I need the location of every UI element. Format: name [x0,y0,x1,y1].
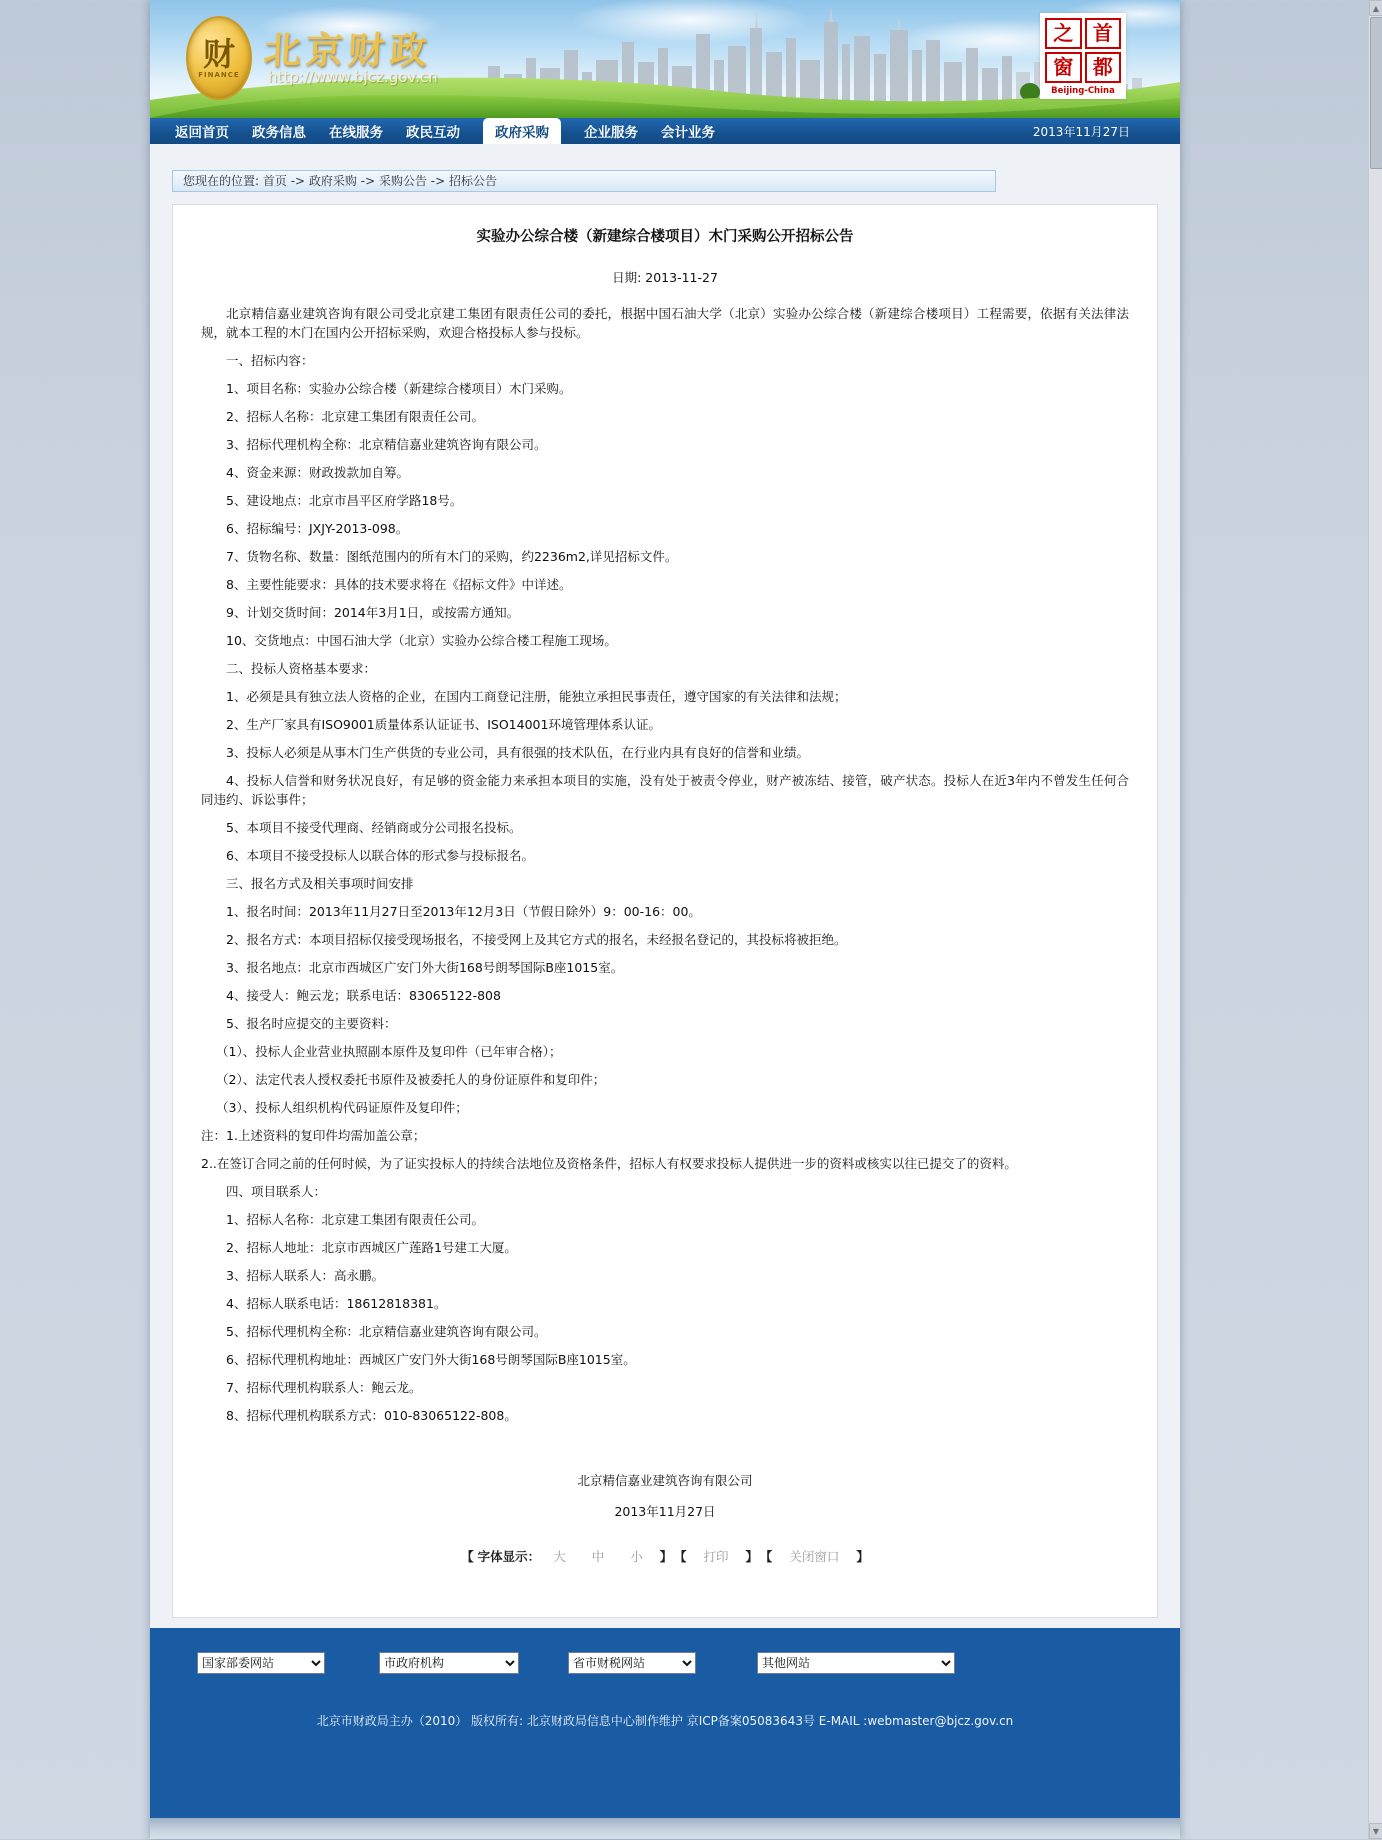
article-paragraph: 8、招标代理机构联系方式：010-83065122-808。 [226,1408,517,1423]
article-paragraph: 3、报名地点：北京市西城区广安门外大街168号朗琴国际B座1015室。 [226,960,624,975]
page-column [150,0,1180,1839]
site-url: http://www.bjcz.gov.cn [268,68,438,86]
article-paragraph: 2、报名方式：本项目招标仅接受现场报名，不接受网上及其它方式的报名，未经报名登记的，其投标将被拒绝。 [226,932,847,947]
close-window-button[interactable]: 关闭窗口 [789,1549,840,1564]
stamp-caption: Beijing-China [1051,86,1115,96]
article-paragraph: 5、建设地点：北京市昌平区府学路18号。 [226,493,463,508]
article-paragraph: 3、招标人联系人：高永鹏。 [226,1268,384,1283]
article-paragraph: 4、接受人：鲍云龙；联系电话：83065122-808 [226,988,501,1003]
article-paragraph: 6、招标代理机构地址：西城区广安门外大街168号朗琴国际B座1015室。 [226,1352,636,1367]
breadcrumb-separator: -> [286,174,309,188]
article-paragraph: 4、投标人信誉和财务状况良好，有足够的资金能力来承担本项目的实施，没有处于被责令停业，财产被冻结、接管，破产状态。投标人在近3年内不曾发生任何合同违约、诉讼事件； [201,773,1129,807]
stamp-character-1: 之 [1045,18,1082,49]
announcement-article [172,204,1158,1618]
header-banner [150,0,1180,118]
page-bottom-fade [150,1818,1180,1839]
font-size-small-button[interactable]: 小 [630,1549,643,1564]
article-paragraph: 7、招标代理机构联系人：鲍云龙。 [226,1380,422,1395]
scrollbar-thumb[interactable] [1370,17,1382,169]
bracket: 】 [856,1549,869,1564]
nav-item-5[interactable]: 政府采购 [483,118,561,144]
breadcrumb-separator: -> [356,174,379,188]
article-paragraph: 6、本项目不接受投标人以联合体的形式参与投标报名。 [226,848,534,863]
article-paragraph: 二、投标人资格基本要求： [226,661,377,676]
font-controls [201,1547,1129,1565]
coin-label: FINANCE [198,71,240,79]
breadcrumb [172,170,996,192]
breadcrumb-link-1[interactable]: 首页 [262,174,287,188]
article-paragraph: 2、生产厂家具有ISO9001质量体系认证证书、ISO14001环境管理体系认证。 [226,717,661,732]
bracket: 【 [680,1549,687,1564]
article-paragraph: 5、报名时应提交的主要资料： [226,1016,397,1031]
stamp-grid [1045,18,1121,83]
breadcrumb-separator: -> [426,174,449,188]
footer-select-1[interactable] [197,1652,325,1674]
footer-link-selects [150,1652,1180,1674]
article-paragraph: （1）、投标人企业营业执照副本原件及复印件（已年审合格）； [216,1044,562,1059]
article-paragraph: 2、招标人地址：北京市西城区广莲路1号建工大厦。 [226,1240,517,1255]
footer-select-2[interactable] [379,1652,519,1674]
vertical-scrollbar[interactable] [1368,0,1382,1839]
article-paragraph: 3、招标代理机构全称：北京精信嘉业建筑咨询有限公司。 [226,437,547,452]
stamp-character-3: 窗 [1045,52,1082,83]
footer-select-3[interactable] [568,1652,696,1674]
nav-date: 2013年11月27日 [1032,124,1130,139]
breadcrumb-link-2[interactable]: 政府采购 [308,174,357,188]
site-title: 北京财政 [262,28,433,72]
article-paragraph: 3、投标人必须是从事木门生产供货的专业公司，具有很强的技术队伍，在行业内具有良好的信誉和业绩。 [226,745,809,760]
article-paragraph: 1、必须是具有独立法人资格的企业，在国内工商登记注册，能独立承担民事责任，遵守国家的有关法律和法规； [226,689,847,704]
print-button[interactable]: 打印 [703,1549,729,1564]
signoff-company: 北京精信嘉业建筑咨询有限公司 [577,1473,753,1488]
font-size-medium-button[interactable]: 中 [591,1549,605,1564]
article-paragraph: 4、招标人联系电话：18612818381。 [226,1296,447,1311]
article-body [201,304,1129,1425]
article-paragraph: （2）、法定代表人授权委托书原件及被委托人的身份证原件和复印件； [216,1072,606,1087]
breadcrumb-link-3[interactable]: 采购公告 [378,174,427,188]
finance-coin-icon [186,16,252,100]
article-paragraph: 5、招标代理机构全称：北京精信嘉业建筑咨询有限公司。 [226,1324,547,1339]
article-paragraph: 8、主要性能要求：具体的技术要求将在《招标文件》中详述。 [226,577,572,592]
article-paragraph: 北京精信嘉业建筑咨询有限公司受北京建工集团有限责任公司的委托，根据中国石油大学（北京）实验办公综合楼（新建综合楼项目）工程需要，依据有关法律法规，就本工程的木门在国内公开招标采购，欢迎合格投标人参与投标。 [201,306,1129,340]
breadcrumb-link-4[interactable]: 招标公告 [448,174,497,188]
bracket: 【 [766,1549,773,1564]
breadcrumb-label: 您现在的位置: [183,174,260,188]
scroll-up-icon[interactable]: ▲ [1369,0,1382,16]
article-paragraph: 1、招标人名称：北京建工集团有限责任公司。 [226,1212,484,1227]
site-logo[interactable] [184,12,514,108]
article-paragraph: 10、交货地点：中国石油大学（北京）实验办公综合楼工程施工现场。 [226,633,617,648]
article-paragraph: 四、项目联系人： [226,1184,327,1199]
article-paragraph: 9、计划交货时间：2014年3月1日，或按需方通知。 [226,605,520,620]
main-nav [150,118,1180,144]
capital-window-logo[interactable] [1040,13,1126,99]
article-paragraph: 4、资金来源：财政拨款加自筹。 [226,465,409,480]
article-paragraph: 1、报名时间：2013年11月27日至2013年12月3日（节假日除外）9：00-16：00。 [226,904,701,919]
font-size-large-button[interactable]: 大 [553,1549,566,1564]
article-paragraph: 1、项目名称：实验办公综合楼（新建综合楼项目）木门采购。 [226,381,572,396]
article-paragraph: 一、招标内容： [226,353,314,368]
nav-item-6[interactable]: 企业服务 [584,125,638,141]
signoff-date: 2013年11月27日 [614,1504,716,1519]
article-paragraph: 5、本项目不接受代理商、经销商或分公司报名投标。 [226,820,522,835]
font-display-label: 字体显示： [477,1549,541,1564]
article-paragraph: 2..在签订合同之前的任何时候，为了证实投标人的持续合法地位及资格条件，招标人有权要求投标人提供进一步的资料或核实以往已提交了的资料。 [201,1156,1017,1171]
nav-item-4[interactable]: 政民互动 [406,125,460,141]
breadcrumb-items [263,174,497,188]
bracket: 【 [461,1549,474,1564]
article-date: 日期: 2013-11-27 [612,270,718,285]
content-area [150,144,1180,1628]
nav-items [150,118,715,144]
stamp-character-4: 都 [1085,52,1122,83]
stamp-character-2: 首 [1085,18,1122,49]
article-paragraph: 6、招标编号：JXJY-2013-098。 [226,521,409,536]
bracket: 】 [745,1549,759,1564]
footer [150,1628,1180,1818]
article-paragraph: 2、招标人名称：北京建工集团有限责任公司。 [226,409,484,424]
coin-character: 财 [202,35,235,73]
scroll-down-icon[interactable]: ▼ [1369,1823,1382,1839]
article-paragraph: （3）、投标人组织机构代码证原件及复印件； [216,1100,468,1115]
footer-select-4[interactable] [757,1652,955,1674]
nav-item-1[interactable]: 返回首页 [175,125,229,141]
article-paragraph: 注：1.上述资料的复印件均需加盖公章； [201,1128,426,1143]
article-paragraph: 7、货物名称、数量：图纸范围内的所有木门的采购，约2236m2,详见招标文件。 [226,549,678,564]
nav-item-3[interactable]: 在线服务 [329,125,383,141]
nav-item-2[interactable]: 政务信息 [252,125,306,141]
article-paragraph: 三、报名方式及相关事项时间安排 [226,876,414,891]
article-title: 实验办公综合楼（新建综合楼项目）木门采购公开招标公告 [476,229,854,245]
footer-copyright: 北京市财政局主办（2010） 版权所有: 北京财政局信息中心制作维护 京ICP备案05083643号 E-MAIL :webmaster@bjcz.gov.cn [316,1714,1014,1728]
nav-item-7[interactable]: 会计业务 [661,125,715,141]
bracket: 】 [659,1549,673,1564]
